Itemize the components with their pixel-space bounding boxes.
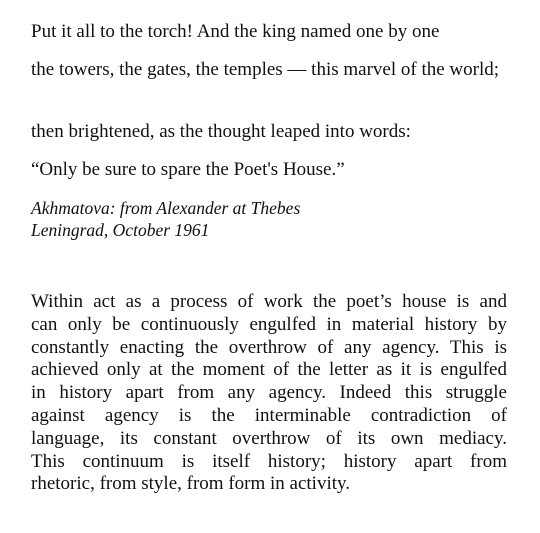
prose-line: This continuum is itself history; history apart from xyxy=(31,450,507,472)
poem-attribution xyxy=(31,197,300,241)
prose-line: rhetoric, from style, from form in activity. xyxy=(31,473,351,495)
attribution-source: Akhmatova: from Alexander at Thebes xyxy=(31,198,301,218)
poem-line-3: then brightened, as the thought leaped into words: xyxy=(31,121,411,142)
prose-line: language, its constant overthrow of its own mediacy. xyxy=(31,427,507,449)
attribution-place-date: Leningrad, October 1961 xyxy=(31,220,210,240)
prose-line: achieved only at the moment of the letter as it is engulfed xyxy=(31,359,507,381)
prose-paragraph xyxy=(31,291,507,496)
poem-line-4: “Only be sure to spare the Poet's House.” xyxy=(31,159,345,180)
prose-line: Within act as a process of work the poet’s house is and xyxy=(31,291,507,312)
prose-line: in history apart from any agency. Indeed this struggle xyxy=(31,382,507,404)
prose-line: constantly enacting the overthrow of any agency. This is xyxy=(31,336,507,358)
poem-line-2: the towers, the gates, the temples — this marvel of the world; xyxy=(31,59,500,80)
poem-line-1: Put it all to the torch! And the king named one by one xyxy=(31,21,440,42)
prose-line: can only be continuously engulfed in material history by xyxy=(31,313,507,335)
prose-line: against agency is the interminable contradiction of xyxy=(31,404,507,426)
